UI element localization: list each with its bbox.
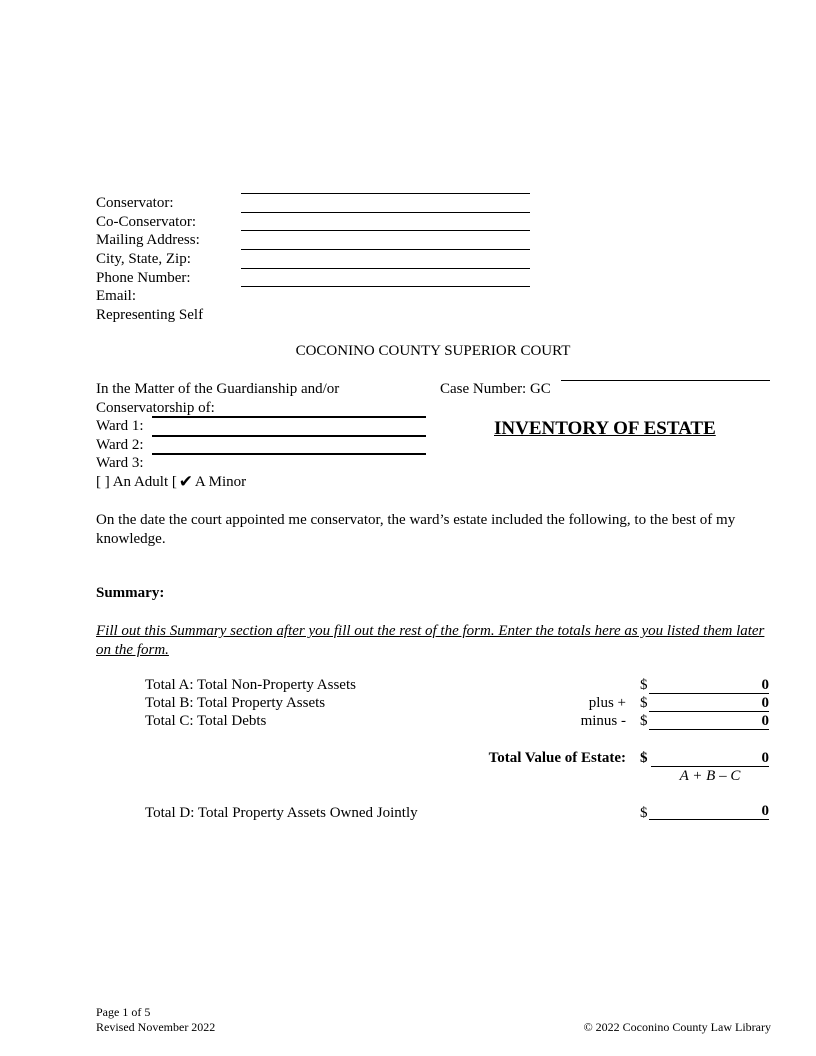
co-conservator-field[interactable] — [241, 212, 530, 213]
mailing-address-label: Mailing Address: — [96, 232, 200, 248]
total-value-field[interactable]: 0 — [651, 750, 769, 767]
total-d-field[interactable]: 0 — [649, 803, 769, 820]
total-value-formula: A + B – C — [679, 768, 741, 784]
city-state-zip-field[interactable] — [241, 249, 530, 250]
total-a-field[interactable]: 0 — [649, 677, 769, 694]
matter-line-1: In the Matter of the Guardianship and/or — [96, 381, 340, 397]
minor-option-label: A Minor — [194, 474, 247, 490]
total-b-operator: plus + — [588, 695, 626, 711]
case-number-field[interactable] — [561, 380, 770, 381]
email-field[interactable] — [241, 286, 530, 287]
total-d-label: Total D: Total Property Assets Owned Jointly — [145, 805, 418, 821]
ward-2-label: Ward 2: — [96, 437, 144, 453]
conservator-field[interactable] — [241, 193, 530, 194]
ward-type-row: [ ] An Adult [ ✔ A Minor — [96, 472, 247, 491]
city-state-zip-label: City, State, Zip: — [96, 251, 191, 267]
total-c-label: Total C: Total Debts — [145, 713, 267, 729]
ward-1-field[interactable] — [152, 416, 426, 418]
total-d-currency: $ — [640, 805, 648, 821]
phone-number-field[interactable] — [241, 268, 530, 269]
phone-number-label: Phone Number: — [96, 270, 191, 286]
adult-checkbox[interactable]: [ ] — [96, 474, 110, 490]
total-c-currency: $ — [640, 713, 648, 729]
total-b-label: Total B: Total Property Assets — [145, 695, 326, 711]
minor-checkbox-check-icon[interactable]: ✔ — [178, 472, 193, 491]
total-c-field[interactable]: 0 — [649, 713, 769, 730]
summary-instruction: Fill out this Summary section after you fill out the rest of the form. Enter the totals here as you listed them later on the form. — [96, 623, 765, 658]
representing-self-text: Representing Self — [96, 307, 204, 323]
total-a-currency: $ — [640, 677, 648, 693]
form-title: INVENTORY OF ESTATE — [494, 418, 716, 439]
footer-revised-date: Revised November 2022 — [96, 1020, 216, 1034]
email-label: Email: — [96, 288, 136, 304]
case-number-label: Case Number: GC — [440, 381, 551, 397]
total-b-currency: $ — [640, 695, 648, 711]
conservator-label: Conservator: — [96, 195, 174, 211]
total-b-field[interactable]: 0 — [649, 695, 769, 712]
adult-option-label: An Adult — [112, 474, 169, 490]
total-c-operator: minus - — [580, 713, 626, 729]
ward-1-label: Ward 1: — [96, 418, 144, 434]
matter-line-2: Conservatorship of: — [96, 400, 215, 416]
total-value-label: Total Value of Estate: — [488, 750, 626, 766]
ward-3-label: Ward 3: — [96, 455, 144, 471]
footer-page-number: Page 1 of 5 — [96, 1005, 151, 1019]
court-name: COCONINO COUNTY SUPERIOR COURT — [295, 343, 571, 359]
intro-text: On the date the court appointed me conservator, the ward’s estate included the following, to the best of my knowledge. — [96, 512, 736, 547]
total-value-currency: $ — [640, 750, 648, 766]
footer-copyright: © 2022 Coconino County Law Library — [583, 1020, 771, 1034]
summary-heading: Summary: — [96, 585, 165, 601]
total-a-label: Total A: Total Non-Property Assets — [145, 677, 356, 693]
mailing-address-field[interactable] — [241, 230, 530, 231]
ward-2-field[interactable] — [152, 435, 426, 437]
co-conservator-label: Co-Conservator: — [96, 214, 196, 230]
ward-3-field[interactable] — [152, 453, 426, 455]
